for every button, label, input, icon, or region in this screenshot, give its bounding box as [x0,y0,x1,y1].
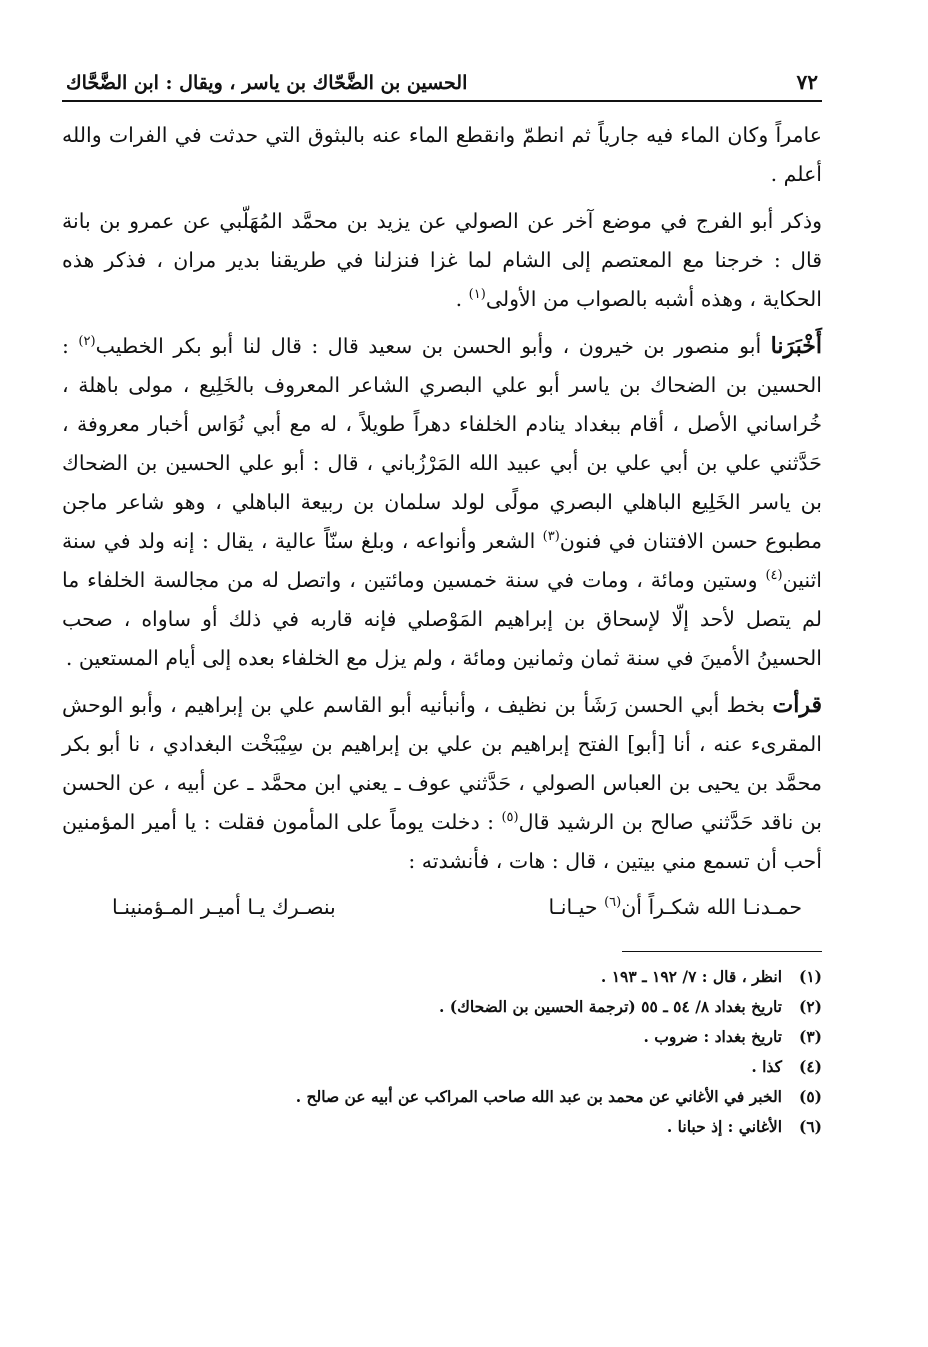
footnote-separator [622,951,822,952]
paragraph-3 [62,327,822,678]
footnote-number: (١) [798,967,822,986]
footnote-number: (٤) [798,1057,822,1076]
footnote-number: (٦) [798,1117,822,1136]
header-rule [62,100,822,102]
poem-verse [62,887,822,927]
footnote-item [62,1082,822,1112]
footnotes [62,962,822,1142]
footnote-item [62,992,822,1022]
footnote-text: الخبر في الأغاني عن محمد بن عبد الله صاحب المراكب عن أبيه عن صالح . [295,1087,782,1106]
page-header [62,70,822,100]
footnote-ref: (٣) [542,529,560,545]
footnote-number: (٥) [798,1087,822,1106]
paragraph-lead-word: أَخْبَرَنا [770,333,822,359]
footnote-item [62,962,822,992]
footnote-ref: (٦) [604,895,622,911]
paragraph-text: الشعر وأنواعه ، وبلغ سنّاً عالية ، يقال : إنه ولد في سنة اثنين [62,529,822,592]
footnote-item [62,1052,822,1082]
paragraph-text: وذكر أبو الفرج في موضع آخر عن الصولي عن يزيد بن محمَّد المُهَلّبي عن عمرو بن بانة قال : خرجنا مع المعتصم إلى الشام لما غزا فنزلنا في طريقنا بدير مران ، فذكر هذه الحكاية ، وهذه أشبه بالصواب من الأولى [62,209,822,311]
paragraph-text: : دخلت يوماً على المأمون فقلت : يا أمير المؤمنين أحب أن تسمع مني بيتين ، قال : هات ، فأنشدته : [62,810,822,873]
footnote-text: الأغاني : إذ حبانا . [666,1117,782,1136]
paragraph-text: : الحسين بن الضحاك بن ياسر أبو علي البصري الشاعر المعروف بالخَلِيع ، مولى باهلة ، خُراساني الأصل ، أقام ببغداد ينادم الخلفاء دهراً طويلاً ، له مع أبي نُوَاس أخبار معروفة ، حَدَّثني علي بن أبي علي بن أبي عبيد الله المَرْزُباني ، قال : أبو علي الحسين بن الضحاك بن ياسر الخَلِيع الباهلي البصري مولًى لولد سلمان بن ربيعة الباهلي ، وهو شاعر ماجن مطبوع حسن الافتنان في فنون [62,334,822,553]
verse-text: حمـدنـا الله شكـراً أن [621,895,802,919]
paragraph-text: . [455,287,469,311]
paragraph-2 [62,202,822,319]
main-text [62,116,822,927]
verse-second-hemistich: بنصـرك يـا أميـر المـؤمنينـا [112,895,336,919]
verse-text: حيـانـا [548,895,605,919]
footnote-item [62,1022,822,1052]
running-title: الحسين بن الضَّحّاك بن ياسر ، ويقال : ابن الضَّحَّاك [66,72,468,94]
footnote-ref: (٥) [501,810,519,826]
footnote-number: (٣) [798,1027,822,1046]
footnote-number: (٢) [798,997,822,1016]
paragraph-text: عامراً وكان الماء فيه جارياً ثم انطمّ وانقطع الماء عنه بالبثوق التي حدثت في الفرات والله أعلم . [62,123,822,186]
footnote-ref: (٤) [765,568,783,584]
footnote-text: كذا . [751,1057,782,1076]
page-number: ٧٢ [796,70,818,94]
footnote-text: تاريخ بغداد : ضروب . [643,1027,782,1046]
footnote-text: تاريخ بغداد ٨/ ٥٤ ـ ٥٥ (ترجمة الحسين بن الضحاك) . [438,997,782,1016]
book-page [62,70,822,1142]
footnote-text: انظر ، قال : ٧/ ١٩٢ ـ ١٩٣ . [600,967,782,986]
paragraph-lead-word: قرأت [772,692,822,718]
paragraph-1 [62,116,822,194]
footnote-ref: (١) [468,287,486,303]
footnote-ref: (٢) [78,334,96,350]
footnote-item [62,1112,822,1142]
verse-first-hemistich [548,887,802,927]
paragraph-text: وستين ومائة ، ومات في سنة خمسين ومائتين ، واتصل له من مجالسة الخلفاء ما لم يتصل لأحد إلّا لإسحاق بن إبراهيم المَوْصلي فإنه قاربه في ذلك أو ساواه ، صحب الحسينُ الأمينَ في سنة ثمان وثمانين ومائة ، ولم يزل مع الخلفاء بعده إلى أيام المستعين . [62,568,822,670]
paragraph-text: بخط أبي الحسن رَشَأ بن نظيف ، وأنبأنيه أبو القاسم علي بن إبراهيم ، وأبو الوحش المقرىء عنه ، أنا [أبو] الفتح إبراهيم بن علي بن إبراهيم بن سِيْبَخْت البغدادي ، نا أبو بكر محمَّد بن يحيى بن العباس الصولي ، حَدَّثني عوف ـ يعني ابن محمَّد ـ عن أبيه ، عن الحسن بن ناقد حَدَّثني صالح بن الرشيد قال [62,693,823,834]
paragraph-4 [62,686,822,881]
paragraph-text: أبو منصور بن خيرون ، وأبو الحسن بن سعيد قال : قال لنا أبو بكر الخطيب [95,334,771,358]
